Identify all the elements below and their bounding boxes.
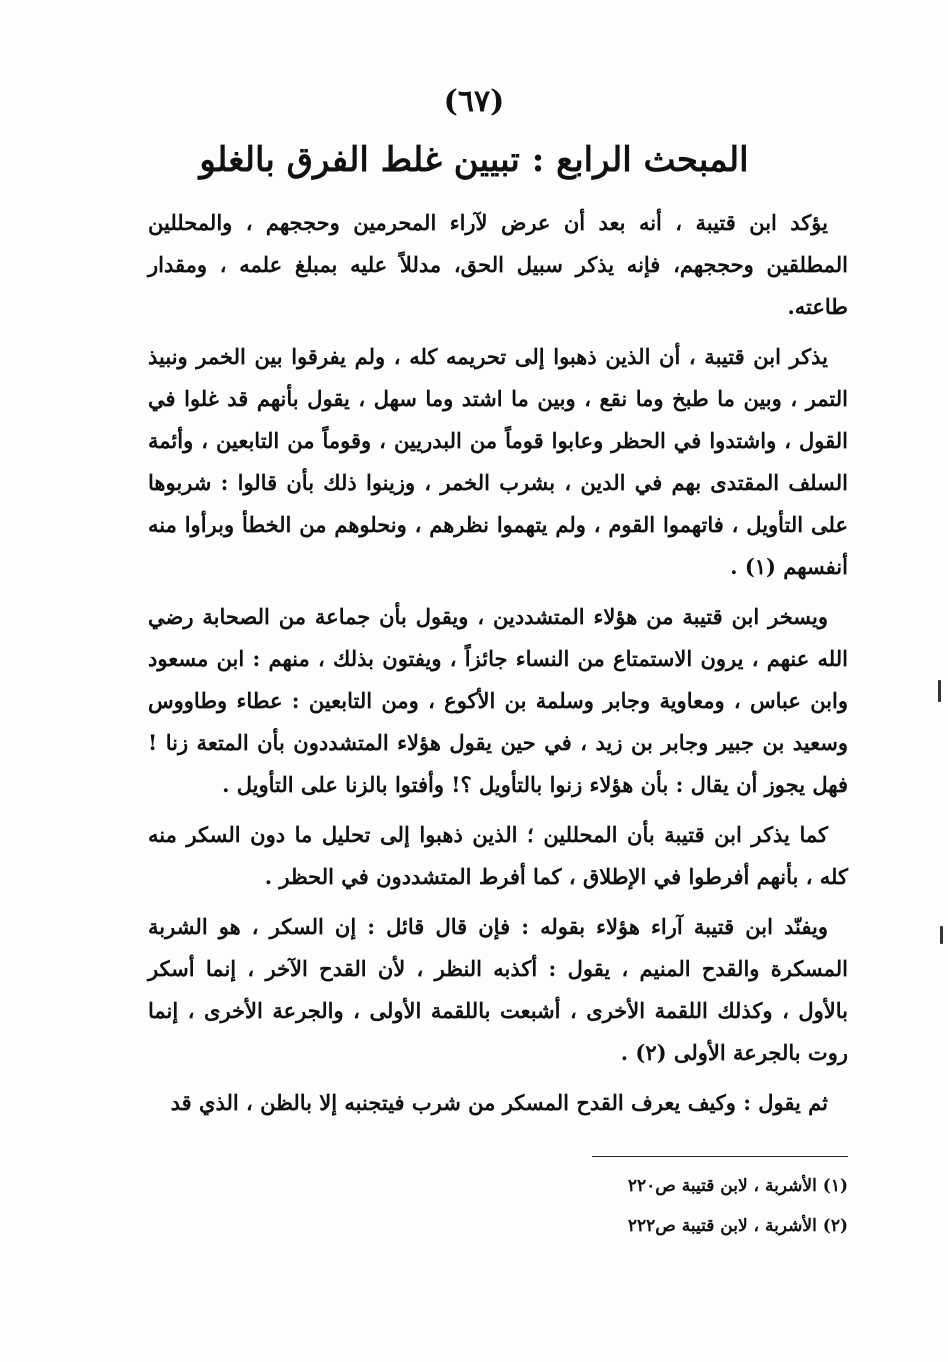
paragraph: كما يذكر ابن قتيبة بأن المحللين ؛ الذين ذهبوا إلى تحليل ما دون السكر منه كله ، بأنهم أفرطوا في الإطلاق ، كما أفرط المتشددون في الحظر . [148,822,848,889]
paragraph: ثم يقول : وكيف يعرف القدح المسكر من شرب فيتجنبه إلا بالظن ، الذي قد [170,1090,828,1115]
paragraph: يؤكد ابن قتيبة ، أنه بعد أن عرض لآراء المحرمين وحججهم ، والمحللين المطلقين وحججهم، فإنه يذكر سبيل الحق، مدللاً عليه بمبلغ علمه ، ومقدار طاعته. [148,210,848,319]
body-text [148,202,848,1124]
paragraph: ويسخر ابن قتيبة من هؤلاء المتشددين ، ويقول بأن جماعة من الصحابة رضي الله عنهم ، يرون الاستمتاع من النساء جائزاً ، ويفتون بذلك ، منهم : ابن مسعود وابن عباس ، ومعاوية وجابر وسلمة بن الأكوع ، ومن التابعين : عطاء وطاووس وسعيد بن جبير وجابر بن زيد ، في حين يقول هؤلاء المتشددون بأن المتعة زنا ! فهل يجوز أن يقال : بأن هؤلاء زنوا بالتأويل ؟! وأفتوا بالزنا على التأويل . [148,604,848,797]
scan-edge-mark [938,680,941,702]
scan-edge-mark [940,926,943,944]
page-number: (٦٧) [443,84,505,119]
section-title: المبحث الرابع : تبيين غلط الفرق بالغلو [199,140,749,180]
footnote-separator [592,1156,848,1157]
footnotes [448,1166,848,1246]
footnote: (١) الأشربة ، لابن قتيبة ص٢٢٠ [627,1176,848,1196]
paragraph: يذكر ابن قتيبة ، أن الذين ذهبوا إلى تحريمه كله ، ولم يفرقوا بين الخمر ونبيذ التمر ، وبين ما طبخ وما نقع ، وبين ما اشتد وما سهل ، يقول بأنهم قد غلوا في القول ، واشتدوا في الحظر وعابوا قوماً من البدريين ، وقوماً من التابعين ، وأئمة السلف المقتدى بهم في الدين ، بشرب الخمر ، وزينوا ذلك بأن قالوا : شربوها على التأويل ، فاتهموا القوم ، ولم يتهموا نظرهم ، ونحلوهم من الخطأ وبرأوا منه أنفسهم (١) . [148,344,848,579]
footnote: (٢) الأشربة ، لابن قتيبة ص٢٢٢ [627,1216,848,1236]
paragraph: ويفنّد ابن قتيبة آراء هؤلاء بقوله : فإن قال قائل : إن السكر ، هو الشربة المسكرة والقدح المنيم ، يقول : أكذبه النظر ، لأن القدح الآخر ، إنما أسكر بالأول ، وكذلك اللقمة الأخرى ، أشبعت باللقمة الأولى ، والجرعة الأخرى ، إنما روت بالجرعة الأولى (٢) . [148,914,848,1065]
